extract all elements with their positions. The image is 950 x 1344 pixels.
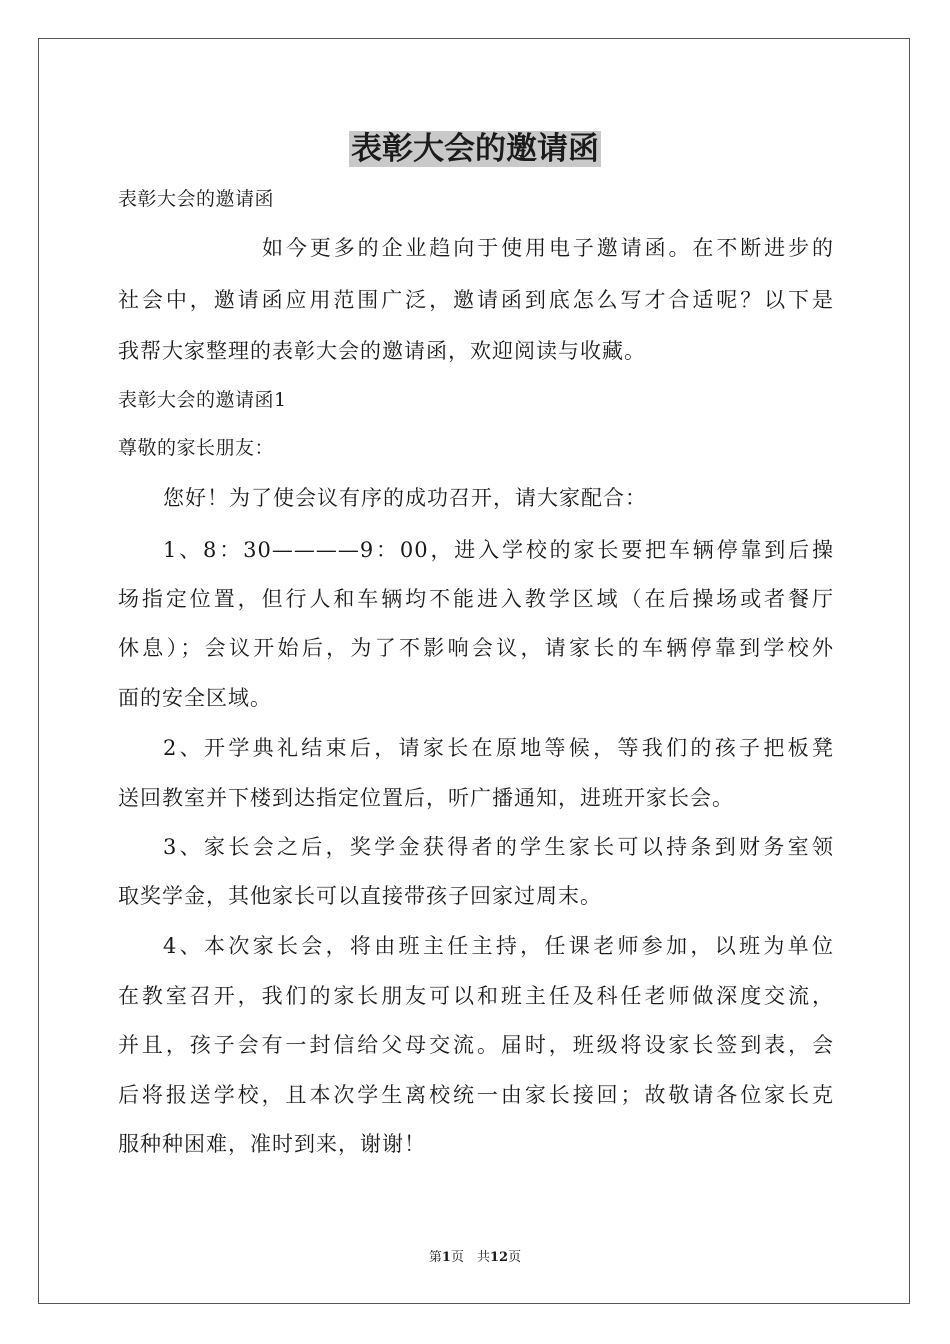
document-title	[0, 128, 950, 170]
item1-line-2: 场指定位置，但行人和车辆均不能进入教学区域（在后操场或者餐厅	[118, 587, 834, 611]
greeting-line: 您好！为了使会议有序的成功召开，请大家配合：	[163, 486, 647, 510]
item1-line-4: 面的安全区域。	[118, 686, 272, 710]
intro-line-3: 我帮大家整理的表彰大会的邀请函，欢迎阅读与收藏。	[118, 339, 646, 363]
page-footer	[0, 1249, 950, 1267]
document-title-text: 表彰大会的邀请函	[351, 131, 599, 167]
item4-line-3: 并且，孩子会有一封信给父母交流。届时，班级将设家长签到表，会	[118, 1033, 834, 1057]
item3-line-1: 3、家长会之后，奖学金获得者的学生家长可以持条到财务室领	[163, 835, 834, 859]
footer-page-suffix: 页	[508, 1250, 522, 1265]
item3-line-2: 取奖学金，其他家长可以直接带孩子回家过周末。	[118, 884, 602, 908]
intro-line-2: 社会中，邀请函应用范围广泛，邀请函到底怎么写才合适呢？以下是	[118, 288, 834, 312]
footer-current-page: 1	[441, 1250, 451, 1265]
item4-line-4: 后将报送学校，且本次学生离校统一由家长接回；故敬请各位家长克	[118, 1083, 834, 1107]
item4-line-2: 在教室召开，我们的家长朋友可以和班主任及科任老师做深度交流，	[118, 984, 834, 1008]
subtitle-line: 表彰大会的邀请函	[118, 188, 275, 210]
page-border	[38, 38, 910, 1304]
item2-line-1: 2、开学典礼结束后，请家长在原地等候，等我们的孩子把板凳	[163, 736, 834, 760]
item4-line-1: 4、本次家长会，将由班主任主持，任课老师参加，以班为单位	[163, 934, 834, 958]
intro-line-1: 如今更多的企业趋向于使用电子邀请函。在不断进步的	[262, 236, 834, 260]
footer-total-pages: 12	[489, 1250, 509, 1265]
section-heading: 表彰大会的邀请函1	[118, 389, 287, 411]
footer-page-mid: 页 共	[450, 1250, 490, 1265]
footer-page-prefix: 第	[428, 1250, 442, 1265]
item4-line-5: 服种种困难，准时到来，谢谢！	[118, 1132, 426, 1156]
item1-line-1: 1、8：30————9：00，进入学校的家长要把车辆停靠到后操	[163, 538, 834, 562]
salutation: 尊敬的家长朋友：	[118, 437, 275, 459]
item1-line-3: 休息）；会议开始后，为了不影响会议，请家长的车辆停靠到学校外	[118, 636, 834, 660]
item2-line-2: 送回教室并下楼到达指定位置后，听广播通知，进班开家长会。	[118, 786, 734, 810]
